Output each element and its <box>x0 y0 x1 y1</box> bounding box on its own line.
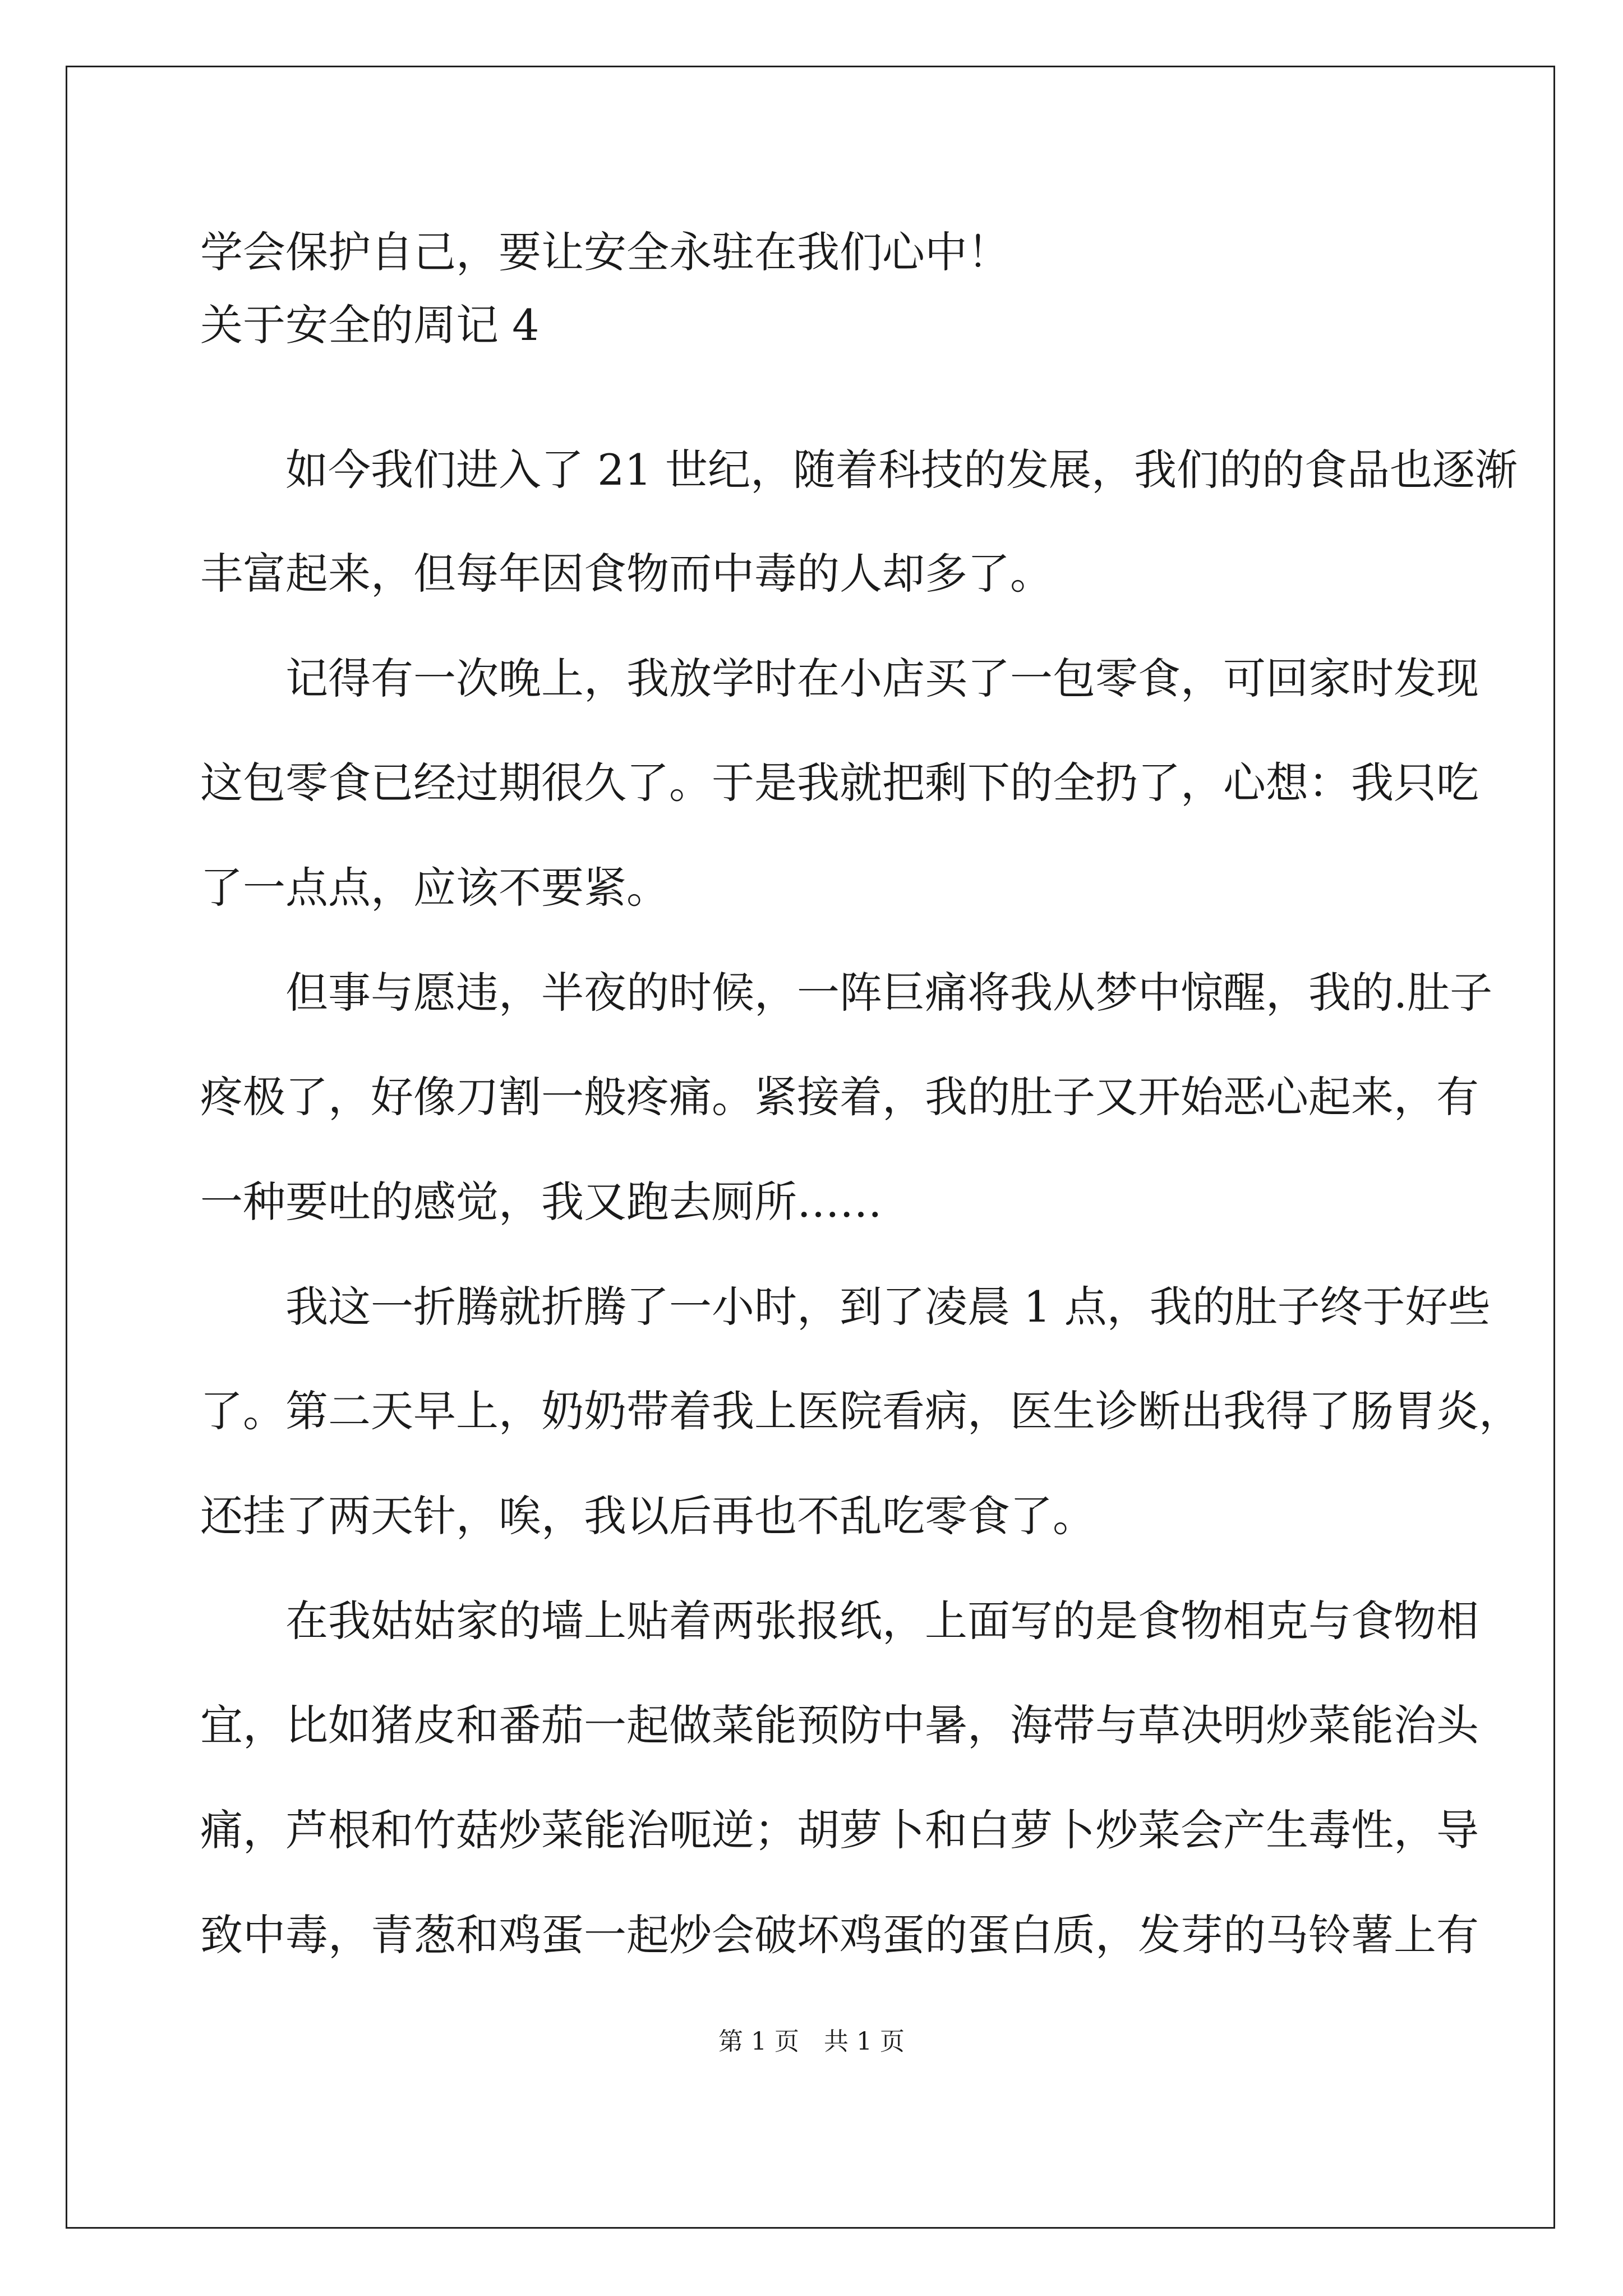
text-line: 在我姑姑家的墙上贴着两张报纸，上面写的是食物相克与食物相 <box>200 1596 1479 1646</box>
text-line: 一种要吐的感觉，我又跑去厕所…… <box>200 1177 882 1227</box>
text-line: 了一点点，应该不要紧。 <box>200 863 669 913</box>
text-line: 了。第二天早上，奶奶带着我上医院看病，医生诊断出我得了肠胃炎， <box>200 1386 1521 1436</box>
text-line: 致中毒，青葱和鸡蛋一起炒会破坏鸡蛋的蛋白质，发芽的马铃薯上有 <box>200 1910 1479 1960</box>
page-border <box>66 66 1555 2229</box>
text-line: 记得有一次晚上，我放学时在小店买了一包零食，可回家时发现 <box>200 654 1479 703</box>
text-line: 丰富起来，但每年因食物而中毒的人却多了。 <box>200 549 1053 599</box>
text-line: 我这一折腾就折腾了一小时，到了凌晨 1 点，我的肚子终于好些 <box>200 1282 1491 1332</box>
text-line: 疼极了，好像刀割一般疼痛。紧接着，我的肚子又开始恶心起来，有 <box>200 1072 1479 1122</box>
text-line: 还挂了两天针，唉，我以后再也不乱吃零食了。 <box>200 1491 1095 1541</box>
text-line: 这包零食已经过期很久了。于是我就把剩下的全扔了，心想：我只吃 <box>200 758 1479 808</box>
page-footer: 第 1 页 共 1 页 <box>718 2027 905 2056</box>
section-title: 关于安全的周记 4 <box>200 300 540 350</box>
text-line: 如今我们进入了 21 世纪，随着科技的发展，我们的的食品也逐渐 <box>200 445 1518 495</box>
text-line: 痛，芦根和竹菇炒菜能治呃逆；胡萝卜和白萝卜炒菜会产生毒性，导 <box>200 1805 1479 1855</box>
text-line: 宜，比如猪皮和番茄一起做菜能预防中暑，海带与草决明炒菜能治头 <box>200 1700 1479 1750</box>
text-line: 学会保护自己，要让安全永驻在我们心中！ <box>200 227 1010 277</box>
text-line: 但事与愿违，半夜的时候，一阵巨痛将我从梦中惊醒，我的.肚子 <box>200 968 1493 1018</box>
